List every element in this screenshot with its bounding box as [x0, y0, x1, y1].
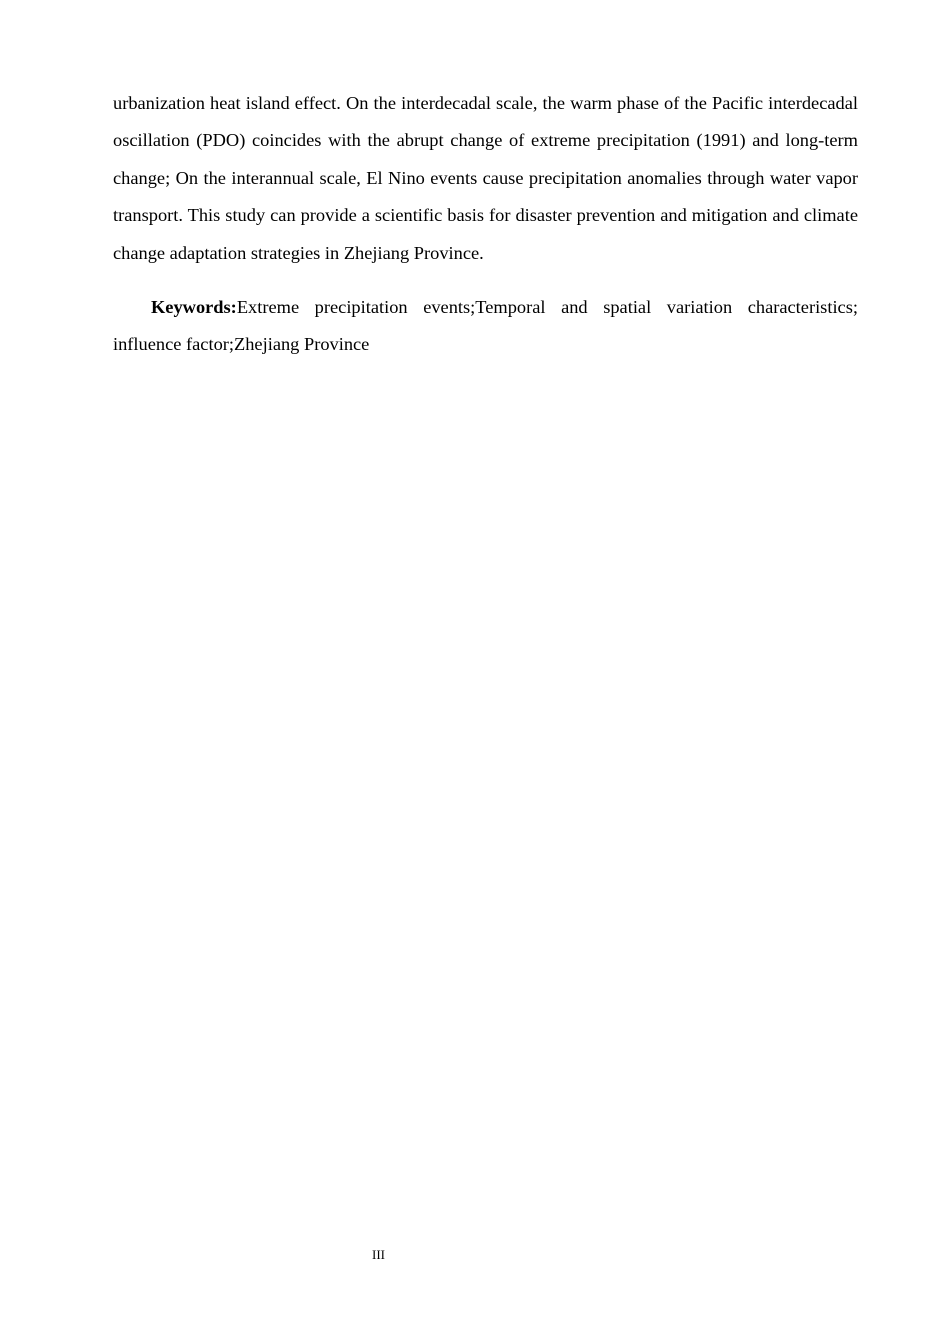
- page-number: III: [372, 1247, 385, 1262]
- keywords-line: [113, 289, 858, 364]
- abstract-paragraph: urbanization heat island effect. On the interdecadal scale, the warm phase of the Pacific interdecadal oscillation (PDO) coincides with the abrupt change of extreme precipitation (1991) and long-term change; On the interannual scale, El Nino events cause precipitation anomalies through water vapor transport. This study can provide a scientific basis for disaster prevention and mitigation and climate change adaptation strategies in Zhejiang Province.: [113, 93, 858, 263]
- keywords-text: Extreme precipitation events;Temporal and spatial variation characteristics; influence factor;Zhejiang Province: [113, 297, 858, 355]
- keywords-label: Keywords:: [151, 297, 237, 317]
